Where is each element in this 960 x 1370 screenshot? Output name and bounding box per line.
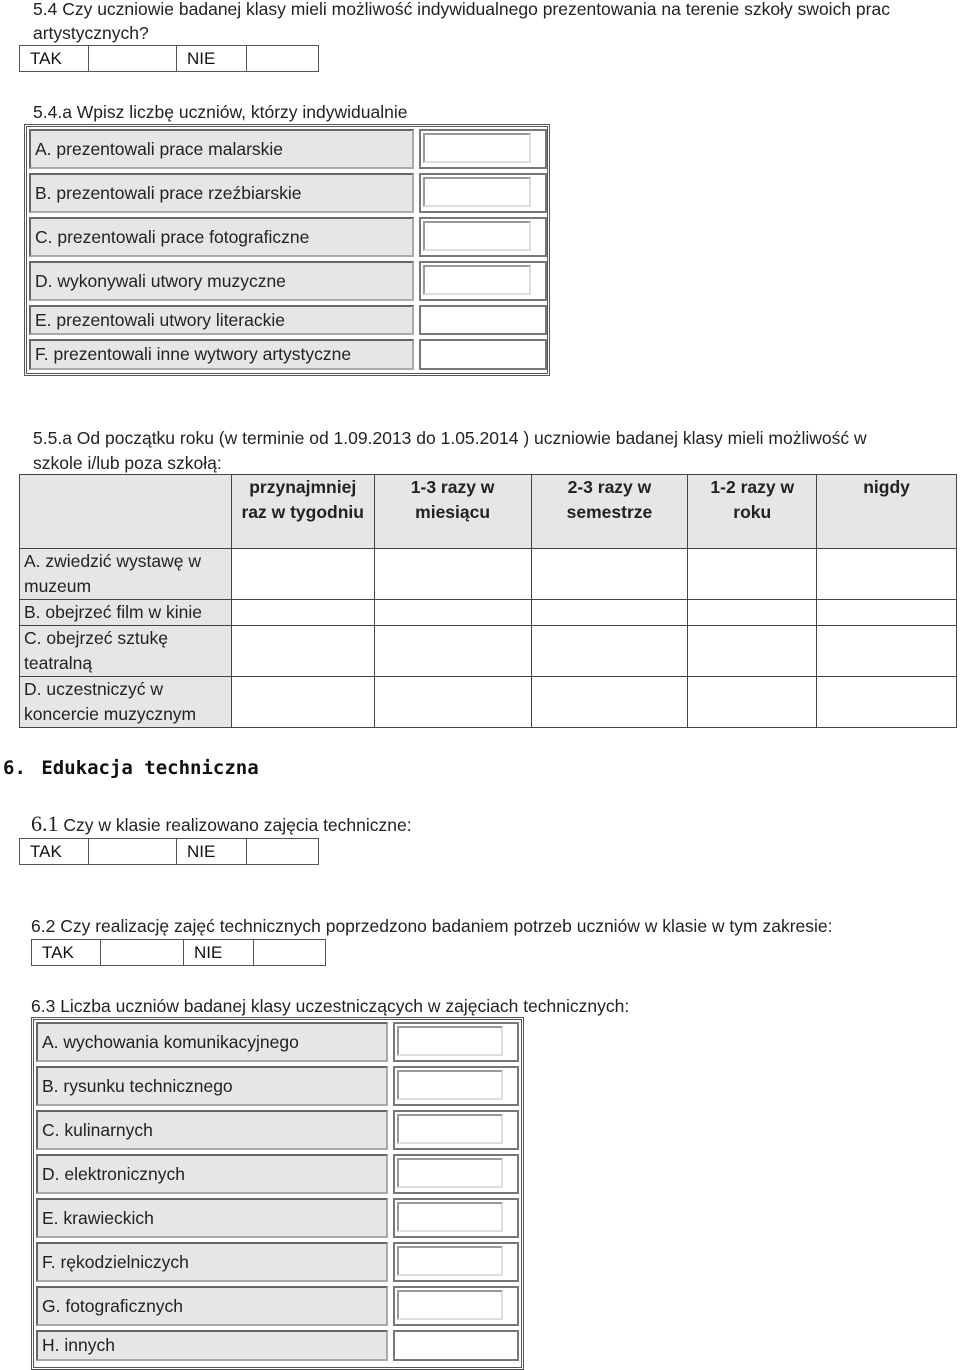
row-label: D. uczestniczyć w koncercie muzycznym (20, 677, 232, 728)
table-row (20, 475, 957, 549)
row-label: B. prezentowali prace rzeźbiarskie (29, 173, 414, 213)
answer-cell[interactable] (231, 600, 374, 626)
section-number: 6. (3, 757, 26, 779)
yes-field[interactable] (89, 46, 177, 71)
question-number: 6.1 (31, 811, 59, 836)
count-input[interactable] (397, 1026, 503, 1056)
table-row (20, 677, 957, 728)
table-row (36, 1286, 519, 1326)
table-row (36, 1110, 519, 1150)
no-label: NIE (184, 940, 254, 965)
table-row (36, 1242, 519, 1282)
row-label: F. prezentowali inne wytwory artystyczne (29, 339, 414, 370)
table-row (29, 173, 547, 213)
count-cell[interactable] (419, 305, 547, 335)
row-label: A. prezentowali prace malarskie (29, 129, 414, 169)
count-input[interactable] (397, 1202, 503, 1232)
table-row (29, 261, 547, 301)
table-row (20, 626, 957, 677)
question-5-5a-line2: szkole i/lub poza szkołą: (33, 453, 222, 473)
count-input[interactable] (423, 133, 531, 163)
no-field[interactable] (247, 46, 318, 71)
section-heading (3, 757, 259, 779)
table-row (36, 1330, 519, 1361)
count-cell[interactable] (393, 1286, 519, 1326)
yes-no-6-1 (19, 838, 319, 865)
answer-cell[interactable] (688, 600, 817, 626)
answer-cell[interactable] (374, 549, 531, 600)
count-input[interactable] (397, 1158, 503, 1188)
count-cell[interactable] (393, 1198, 519, 1238)
count-cell[interactable] (393, 1110, 519, 1150)
answer-cell[interactable] (531, 677, 688, 728)
frequency-table (19, 474, 957, 728)
answer-cell[interactable] (374, 677, 531, 728)
column-header: 1-3 razy w miesiącu (374, 475, 531, 549)
corner-cell (20, 475, 232, 549)
count-input[interactable] (397, 1246, 503, 1276)
row-label: A. zwiedzić wystawę w muzeum (20, 549, 232, 600)
answer-cell[interactable] (817, 549, 957, 600)
row-label: D. wykonywali utwory muzyczne (29, 261, 414, 301)
no-label: NIE (177, 839, 247, 864)
row-label: C. obejrzeć sztukę teatralną (20, 626, 232, 677)
table-row (36, 1154, 519, 1194)
answer-cell[interactable] (688, 677, 817, 728)
row-label: G. fotograficznych (36, 1286, 388, 1326)
answer-cell[interactable] (231, 549, 374, 600)
question-6-2: 6.2 Czy realizację zajęć technicznych poprzedzono badaniem potrzeb uczniów w klasie w tym zakresie: (31, 916, 833, 936)
count-input[interactable] (397, 1290, 503, 1320)
row-label: F. rękodzielniczych (36, 1242, 388, 1282)
row-label: D. elektronicznych (36, 1154, 388, 1194)
row-label: E. krawieckich (36, 1198, 388, 1238)
column-header: 2-3 razy w semestrze (531, 475, 688, 549)
no-label: NIE (177, 46, 247, 71)
count-cell[interactable] (419, 173, 547, 213)
count-cell[interactable] (393, 1022, 519, 1062)
count-cell[interactable] (419, 129, 547, 169)
row-label: A. wychowania komunikacyjnego (36, 1022, 388, 1062)
column-header: 1-2 razy w roku (688, 475, 817, 549)
table-row (20, 549, 957, 600)
question-5-4-line2: artystycznych? (33, 23, 149, 43)
answer-cell[interactable] (817, 626, 957, 677)
table-6-3 (31, 1017, 524, 1370)
count-input[interactable] (423, 221, 531, 251)
yes-label: TAK (32, 940, 101, 965)
table-row (20, 600, 957, 626)
question-5-5a-line1: 5.5.a Od początku roku (w terminie od 1.09.2013 do 1.05.2014 ) uczniowie badanej klasy mieli możliwość w (33, 428, 867, 448)
no-field[interactable] (247, 839, 318, 864)
table-row (36, 1198, 519, 1238)
question-text: Czy w klasie realizowano zajęcia techniczne: (63, 815, 412, 835)
yes-field[interactable] (101, 940, 184, 965)
row-label: C. prezentowali prace fotograficzne (29, 217, 414, 257)
column-header: przynajmniej raz w tygodniu (231, 475, 374, 549)
question-6-1 (31, 812, 412, 837)
answer-cell[interactable] (817, 600, 957, 626)
table-row (29, 305, 547, 335)
count-cell[interactable] (393, 1330, 519, 1361)
yes-label: TAK (20, 839, 89, 864)
answer-cell[interactable] (688, 626, 817, 677)
question-5-4a-title: 5.4.a Wpisz liczbę uczniów, którzy indywidualnie (33, 102, 408, 122)
table-row (29, 339, 547, 370)
table-5-4a (24, 124, 550, 376)
count-cell[interactable] (419, 261, 547, 301)
count-cell[interactable] (393, 1242, 519, 1282)
answer-cell[interactable] (231, 677, 374, 728)
count-cell[interactable] (419, 339, 547, 370)
answer-cell[interactable] (374, 600, 531, 626)
answer-cell[interactable] (231, 626, 374, 677)
yes-field[interactable] (89, 839, 177, 864)
count-input[interactable] (423, 265, 531, 295)
count-input[interactable] (397, 1114, 503, 1144)
answer-cell[interactable] (531, 626, 688, 677)
table-row (36, 1066, 519, 1106)
question-6-3-title: 6.3 Liczba uczniów badanej klasy uczestniczących w zajęciach technicznych: (31, 996, 630, 1016)
table-row (36, 1022, 519, 1062)
row-label: E. prezentowali utwory literackie (29, 305, 414, 335)
section-title: Edukacja techniczna (41, 757, 259, 779)
yes-no-6-2 (31, 939, 326, 966)
row-label: B. rysunku technicznego (36, 1066, 388, 1106)
yes-label: TAK (20, 46, 89, 71)
question-5-4-line1: 5.4 Czy uczniowie badanej klasy mieli możliwość indywidualnego prezentowania na terenie szkoły swoich prac (33, 0, 890, 19)
answer-cell[interactable] (531, 549, 688, 600)
answer-cell[interactable] (817, 677, 957, 728)
table-row (29, 129, 547, 169)
row-label: H. innych (36, 1330, 388, 1361)
count-cell[interactable] (419, 217, 547, 257)
yes-no-5-4 (19, 45, 319, 72)
row-label: C. kulinarnych (36, 1110, 388, 1150)
answer-cell[interactable] (531, 600, 688, 626)
table-row (29, 217, 547, 257)
count-input[interactable] (397, 1070, 503, 1100)
answer-cell[interactable] (688, 549, 817, 600)
no-field[interactable] (254, 940, 325, 965)
answer-cell[interactable] (374, 626, 531, 677)
row-label: B. obejrzeć film w kinie (20, 600, 232, 626)
column-header: nigdy (817, 475, 957, 549)
count-cell[interactable] (393, 1154, 519, 1194)
count-input[interactable] (423, 177, 531, 207)
count-cell[interactable] (393, 1066, 519, 1106)
